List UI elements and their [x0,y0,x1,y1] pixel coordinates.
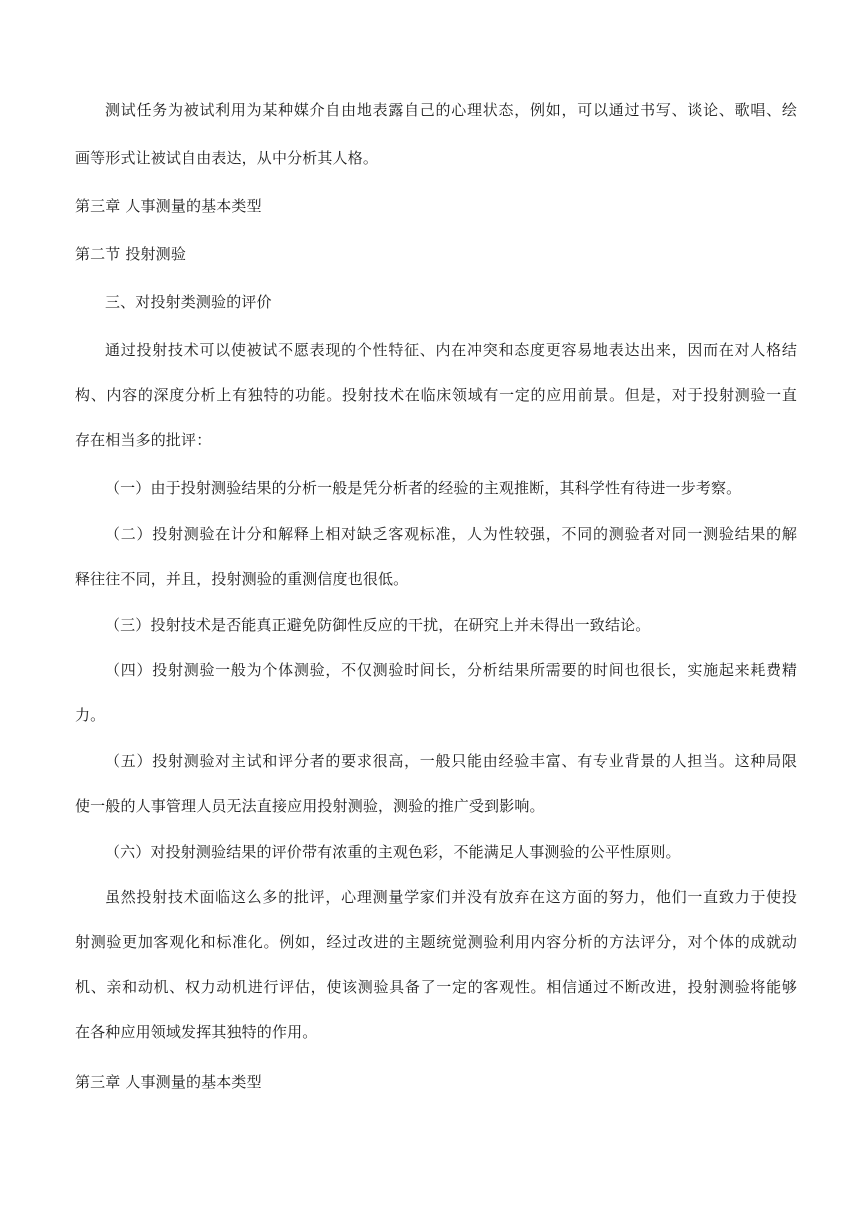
paragraph-line: 机、亲和动机、权力动机进行评估，使该测验具备了一定的客观性。相信通过不断改进，投射测验将能够 [75,978,797,996]
paragraph-line: 画等形式让被试自由表达，从中分析其人格。 [75,149,379,167]
paragraph-line: 射测验更加客观化和标准化。例如，经过改进的主题统觉测验利用内容分析的方法评分，对个体的成就动 [75,933,797,951]
list-item-line: （四）投射测验一般为个体测验，不仅测验时间长，分析结果所需要的时间也很长，实施起来耗费精 [105,661,797,679]
list-item-line: 释往往不同，并且，投射测验的重测信度也很低。 [75,570,409,588]
list-item-line: 使一般的人事管理人员无法直接应用投射测验，测验的推广受到影响。 [75,797,545,815]
paragraph-line: 在各种应用领域发挥其独特的作用。 [75,1023,318,1041]
paragraph-line: 虽然投射技术面临这么多的批评，心理测量学家们并没有放弃在这方面的努力，他们一直致力于使投 [105,888,797,906]
list-item-line: 力。 [75,706,106,724]
paragraph-line: 通过投射技术可以使被试不愿表现的个性特征、内在冲突和态度更容易地表达出来，因而在对人格结 [105,341,797,359]
subsection-heading: 三、对投射类测验的评价 [105,293,272,311]
section-heading: 第二节 投射测验 [75,245,186,263]
list-item-line: （五）投射测验对主试和评分者的要求很高，一般只能由经验丰富、有专业背景的人担当。这种局限 [105,752,797,770]
paragraph-line: 构、内容的深度分析上有独特的功能。投射技术在临床领域有一定的应用前景。但是，对于投射测验一直 [75,386,797,404]
chapter-heading: 第三章 人事测量的基本类型 [75,1073,262,1091]
list-item-line: （一）由于投射测验结果的分析一般是凭分析者的经验的主观推断，其科学性有待进一步考察。 [105,479,742,497]
list-item-line: （二）投射测验在计分和解释上相对缺乏客观标准，人为性较强，不同的测验者对同一测验结果的解 [105,525,797,543]
list-item-line: （六）对投射测验结果的评价带有浓重的主观色彩，不能满足人事测验的公平性原则。 [105,843,681,861]
paragraph-line: 测试任务为被试利用为某种媒介自由地表露自己的心理状态，例如，可以通过书写、谈论、歌唱、绘 [105,101,797,119]
paragraph-line: 存在相当多的批评： [75,431,212,449]
list-item-line: （三）投射技术是否能真正避免防御性反应的干扰，在研究上并未得出一致结论。 [105,616,651,634]
chapter-heading: 第三章 人事测量的基本类型 [75,197,262,215]
